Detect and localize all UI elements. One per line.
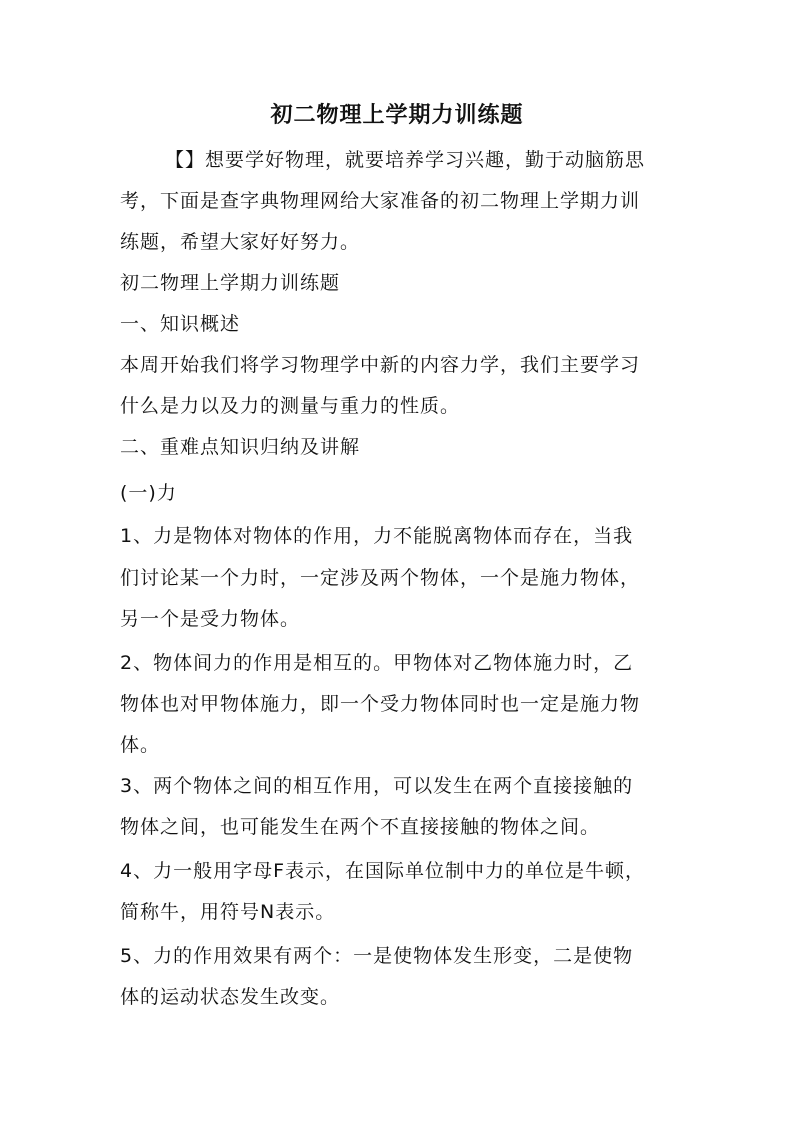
paragraph-line: 另一个是受力物体。: [120, 608, 301, 630]
paragraph-line: 4、力一般用字母F表示，在国际单位制中力的单位是牛顿，: [120, 860, 646, 882]
paragraph-line: 物体也对甲物体施力，即一个受力物体同时也一定是施力物: [120, 693, 641, 715]
paragraph-line: 本周开始我们将学习物理学中新的内容力学，我们主要学习: [120, 354, 641, 376]
heading-line: 一、知识概述: [120, 313, 241, 335]
paragraph-line: 考，下面是查字典物理网给大家准备的初二物理上学期力训: [120, 190, 641, 212]
paragraph-line: 5、力的作用效果有两个：一是使物体发生形变，二是使物: [120, 945, 634, 967]
paragraph-line: 物体之间，也可能发生在两个不直接接触的物体之间。: [120, 816, 601, 838]
paragraph-line: 体。: [120, 734, 161, 756]
paragraph-line: 2、物体间力的作用是相互的。甲物体对乙物体施力时，乙: [120, 652, 634, 674]
section-title-line: 初二物理上学期力训练题: [120, 272, 341, 294]
paragraph-line: 简称牛，用符号N表示。: [120, 901, 336, 923]
paragraph-line: 练题，希望大家好好努力。: [120, 231, 361, 253]
document-title: 初二物理上学期力训练题: [270, 102, 524, 128]
paragraph-line: 【】想要学好物理，就要培养学习兴趣，勤于动脑筋思: [165, 149, 646, 171]
paragraph-line: 1、力是物体对物体的作用，力不能脱离物体而存在，当我: [120, 525, 634, 547]
paragraph-line: 们讨论某一个力时，一定涉及两个物体，一个是施力物体，: [120, 567, 641, 589]
paragraph-line: 什么是力以及力的测量与重力的性质。: [120, 395, 461, 417]
subheading-line: (一)力: [120, 482, 177, 504]
paragraph-line: 3、两个物体之间的相互作用，可以发生在两个直接接触的: [120, 775, 634, 797]
paragraph-line: 体的运动状态发生改变。: [120, 986, 341, 1008]
heading-line: 二、重难点知识归纳及讲解: [120, 436, 361, 458]
